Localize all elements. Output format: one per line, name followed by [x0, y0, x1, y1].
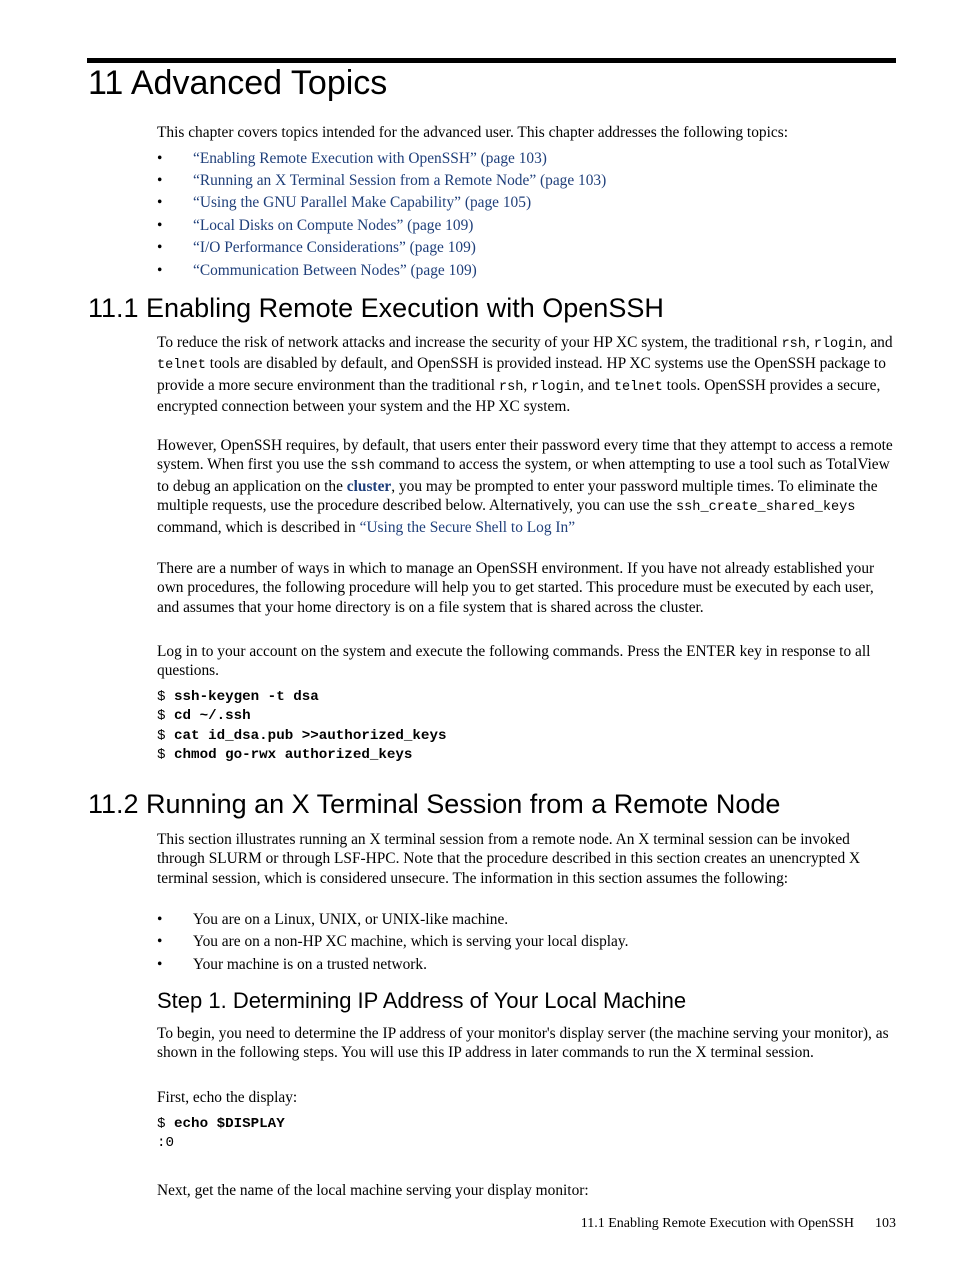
toc-link[interactable]: “Local Disks on Compute Nodes” (page 109) — [193, 217, 474, 234]
toc-link[interactable]: “I/O Performance Considerations” (page 109) — [193, 239, 476, 256]
s111-paragraph-4: Log in to your account on the system and execute the following commands. Press the ENTER key in response to all questions. — [157, 643, 871, 680]
bullet: • — [157, 262, 163, 279]
shell-prompt: $ — [157, 728, 175, 744]
bullet: • — [157, 933, 163, 950]
chapter-title: 11 Advanced Topics — [88, 64, 388, 102]
step-1-paragraph-1: To begin, you need to determine the IP address of your monitor's display server (the machine serving your monitor), as shown in the following steps. You will use this IP address in later commands to run the X terminal session. — [157, 1025, 889, 1062]
bullet: • — [157, 217, 163, 234]
s111-paragraph-3: There are a number of ways in which to manage an OpenSSH environment. If you have not already established your own procedures, the following procedure will help you to get started. This procedure must be executed by each user, and assumes that your home directory is on a file system that is shared across the cluster. — [157, 560, 875, 616]
step-1-paragraph-2: First, echo the display: — [157, 1089, 298, 1106]
step-1-paragraph-3: Next, get the name of the local machine serving your display monitor: — [157, 1182, 589, 1199]
toc-link[interactable]: “Enabling Remote Execution with OpenSSH” (page 103) — [193, 150, 547, 167]
s111-paragraph-2: However, OpenSSH requires, by default, that users enter their password every time that they attempt to access a remote system. When first you use the ssh command to access the system, or when attempting to use a tool such as TotalView to debug an application on the cluster, you may be prompted to enter your password multiple times. To eliminate the multiple requests, use the procedure described below. Alternatively, you can use the ssh_create_shared_keys command, which is described in “Using the Secure Shell to Log In” — [157, 437, 893, 536]
command: echo $DISPLAY — [174, 1116, 285, 1132]
code-line — [157, 688, 319, 707]
s112-paragraph-1: This section illustrates running an X terminal session from a remote node. An X terminal session can be invoked through SLURM or through LSF-HPC. Note that the procedure described in this section creates an unencrypted X terminal session, which is considered unsecure. The information in this section assumes the following: — [157, 831, 861, 887]
toc-link[interactable]: “Using the GNU Parallel Make Capability” (page 105) — [193, 194, 532, 211]
shell-prompt: $ — [157, 689, 175, 705]
page-number: 103 — [875, 1216, 896, 1231]
step-1-heading: Step 1. Determining IP Address of Your Local Machine — [157, 988, 687, 1013]
bullet: • — [157, 150, 163, 167]
shell-prompt: $ — [157, 708, 175, 724]
toc-link[interactable]: “Communication Between Nodes” (page 109) — [193, 262, 477, 279]
s111-paragraph-1: To reduce the risk of network attacks and increase the security of your HP XC system, the traditional rsh, rlogin, and telnet tools are disabled by default, and OpenSSH is provided instead. HP XC systems use the OpenSSH package to provide a more secure environment than the traditional rsh, rlogin, and telnet tools. OpenSSH provides a secure, encrypted connection between your system and the HP XC system. — [157, 334, 893, 416]
code-line — [157, 1115, 285, 1134]
footer-section-title: 11.1 Enabling Remote Execution with OpenSSH — [580, 1216, 854, 1231]
command: chmod go-rwx authorized_keys — [174, 747, 413, 763]
command-output: :0 — [157, 1135, 175, 1151]
shell-prompt: $ — [157, 747, 175, 763]
command: cd ~/.ssh — [174, 708, 251, 724]
page-footer — [581, 1216, 896, 1232]
section-heading-11-1: 11.1 Enabling Remote Execution with OpenSSH — [88, 293, 664, 323]
command: ssh-keygen -t dsa — [174, 689, 319, 705]
code-line — [157, 746, 412, 765]
bullet: • — [157, 194, 163, 211]
chapter-rule — [87, 58, 896, 63]
intro-paragraph: This chapter covers topics intended for the advanced user. This chapter addresses the following topics: — [157, 124, 788, 141]
bullet: • — [157, 911, 163, 928]
command: cat id_dsa.pub >>authorized_keys — [174, 728, 447, 744]
bullet: • — [157, 172, 163, 189]
shell-prompt: $ — [157, 1116, 175, 1132]
code-line — [157, 727, 446, 746]
section-heading-11-2: 11.2 Running an X Terminal Session from a Remote Node — [88, 789, 781, 819]
bullet: • — [157, 956, 163, 973]
toc-link[interactable]: “Running an X Terminal Session from a Remote Node” (page 103) — [193, 172, 607, 189]
glossary-link-cluster[interactable]: cluster — [346, 477, 392, 495]
cross-reference-link[interactable]: “Using the Secure Shell to Log In” — [359, 518, 576, 536]
code-line — [157, 707, 251, 726]
bullet: • — [157, 239, 163, 256]
